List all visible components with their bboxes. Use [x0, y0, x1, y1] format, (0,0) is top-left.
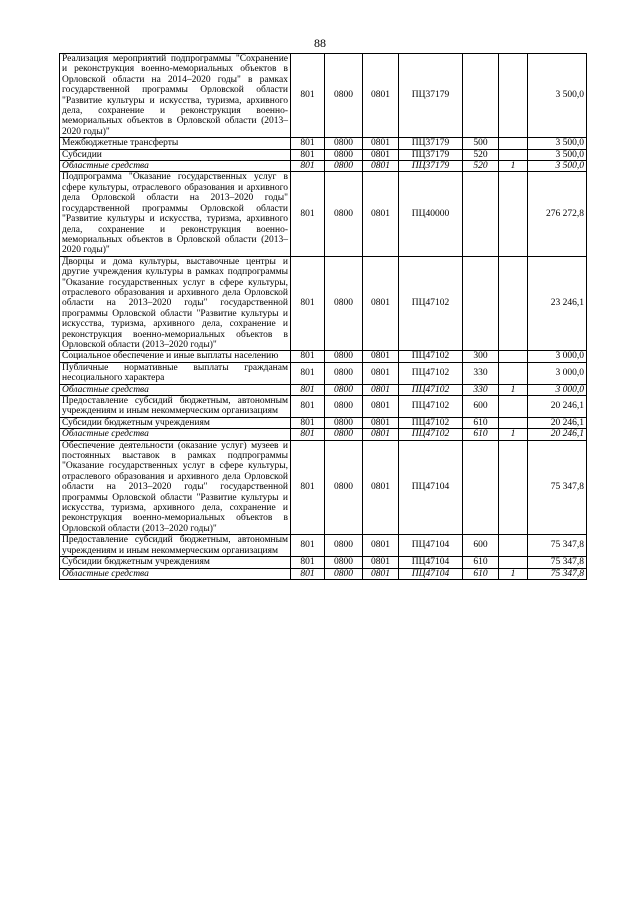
row-target-code: ПЦ40000	[399, 172, 463, 256]
row-subsection-code: 0801	[363, 149, 399, 160]
row-name: Субсидии бюджетным учреждениям	[60, 557, 291, 568]
table-row	[60, 149, 587, 160]
row-ministry-code: 801	[291, 557, 325, 568]
row-funding-source	[499, 138, 528, 149]
table-row	[60, 440, 587, 535]
row-subsection-code: 0801	[363, 362, 399, 384]
row-amount: 3 500,0	[528, 161, 587, 172]
row-name: Публичные нормативные выплаты гражданам несоциального характера	[60, 362, 291, 384]
row-expense-type	[463, 172, 499, 256]
row-ministry-code: 801	[291, 535, 325, 557]
row-expense-type: 330	[463, 384, 499, 395]
row-amount: 3 500,0	[528, 149, 587, 160]
row-name: Областные средства	[60, 161, 291, 172]
row-section-code: 0800	[325, 149, 363, 160]
row-expense-type: 610	[463, 568, 499, 579]
row-name: Реализация мероприятий подпрограммы "Сохранение и реконструкция военно-мемориальных объектов в Орловской области на 2014–2020 годы" в рамках государственной программы Орловской области "Развитие культуры и искусства, туризма, архивного дела, сохранение и реконструкция военно-мемориальных объектов в Орловской области (2013–2020 годы)"	[60, 54, 291, 138]
row-funding-source	[499, 54, 528, 138]
row-target-code: ПЦ47102	[399, 256, 463, 351]
table-row	[60, 54, 587, 138]
row-expense-type: 610	[463, 417, 499, 428]
row-name: Дворцы и дома культуры, выставочные центры и другие учреждения культуры в рамках подпрограммы "Оказание государственных услуг в сфере культуры, отраслевого образования и архивного дела Орловской области на 2013–2020 годы" государственной программы Орловской области "Развитие культуры и искусства, туризма, архивного дела, сохранение и реконструкция военно-мемориальных объектов в Орловской области (2013–2020 годы)"	[60, 256, 291, 351]
row-expense-type: 520	[463, 161, 499, 172]
row-name: Обеспечение деятельности (оказание услуг) музеев и постоянных выставок в рамках подпрограммы "Оказание государственных услуг в сфере культуры, отраслевого образования и архивного дела Орловской области на 2013–2020 годы" государственной программы Орловской области "Развитие культуры и искусства, туризма, архивного дела, сохранение и реконструкция военно-мемориальных объектов в Орловской области (2013–2020 годы)"	[60, 440, 291, 535]
table-row	[60, 172, 587, 256]
row-funding-source	[499, 362, 528, 384]
row-name: Субсидии	[60, 149, 291, 160]
row-funding-source	[499, 396, 528, 418]
row-funding-source	[499, 535, 528, 557]
row-section-code: 0800	[325, 429, 363, 440]
row-section-code: 0800	[325, 351, 363, 362]
table-row	[60, 161, 587, 172]
row-expense-type: 600	[463, 396, 499, 418]
row-funding-source: 1	[499, 429, 528, 440]
row-target-code: ПЦ47102	[399, 429, 463, 440]
row-funding-source	[499, 256, 528, 351]
row-name: Предоставление субсидий бюджетным, автономным учреждениям и иным некоммерческим организациям	[60, 535, 291, 557]
row-name: Областные средства	[60, 429, 291, 440]
row-section-code: 0800	[325, 535, 363, 557]
row-expense-type	[463, 256, 499, 351]
row-section-code: 0800	[325, 54, 363, 138]
row-section-code: 0800	[325, 384, 363, 395]
row-target-code: ПЦ47102	[399, 417, 463, 428]
row-expense-type: 520	[463, 149, 499, 160]
table-row	[60, 535, 587, 557]
row-expense-type: 330	[463, 362, 499, 384]
row-target-code: ПЦ47104	[399, 535, 463, 557]
row-funding-source: 1	[499, 568, 528, 579]
row-name: Областные средства	[60, 384, 291, 395]
row-target-code: ПЦ47102	[399, 351, 463, 362]
table-row	[60, 557, 587, 568]
row-name: Субсидии бюджетным учреждениям	[60, 417, 291, 428]
row-expense-type: 610	[463, 557, 499, 568]
row-funding-source	[499, 172, 528, 256]
page-number: 88	[314, 36, 326, 50]
row-subsection-code: 0801	[363, 535, 399, 557]
row-amount: 3 500,0	[528, 138, 587, 149]
row-section-code: 0800	[325, 362, 363, 384]
row-ministry-code: 801	[291, 362, 325, 384]
row-target-code: ПЦ47104	[399, 440, 463, 535]
row-funding-source: 1	[499, 384, 528, 395]
row-ministry-code: 801	[291, 429, 325, 440]
row-ministry-code: 801	[291, 396, 325, 418]
table-row	[60, 396, 587, 418]
row-amount: 75 347,8	[528, 535, 587, 557]
row-name: Межбюджетные трансферты	[60, 138, 291, 149]
row-ministry-code: 801	[291, 384, 325, 395]
table-row	[60, 351, 587, 362]
row-amount: 20 246,1	[528, 417, 587, 428]
row-funding-source: 1	[499, 161, 528, 172]
row-expense-type: 300	[463, 351, 499, 362]
row-subsection-code: 0801	[363, 138, 399, 149]
row-subsection-code: 0801	[363, 384, 399, 395]
table-row	[60, 138, 587, 149]
row-subsection-code: 0801	[363, 440, 399, 535]
row-target-code: ПЦ37179	[399, 149, 463, 160]
row-subsection-code: 0801	[363, 161, 399, 172]
row-amount: 75 347,8	[528, 568, 587, 579]
row-subsection-code: 0801	[363, 396, 399, 418]
table-row	[60, 429, 587, 440]
row-section-code: 0800	[325, 417, 363, 428]
row-section-code: 0800	[325, 440, 363, 535]
row-target-code: ПЦ47104	[399, 568, 463, 579]
row-subsection-code: 0801	[363, 351, 399, 362]
row-ministry-code: 801	[291, 256, 325, 351]
row-section-code: 0800	[325, 557, 363, 568]
row-subsection-code: 0801	[363, 172, 399, 256]
row-section-code: 0800	[325, 172, 363, 256]
row-amount: 20 246,1	[528, 429, 587, 440]
row-name: Предоставление субсидий бюджетным, автономным учреждениям и иным некоммерческим организациям	[60, 396, 291, 418]
row-funding-source	[499, 417, 528, 428]
table-row	[60, 417, 587, 428]
row-ministry-code: 801	[291, 351, 325, 362]
row-subsection-code: 0801	[363, 54, 399, 138]
row-section-code: 0800	[325, 138, 363, 149]
row-subsection-code: 0801	[363, 256, 399, 351]
row-funding-source	[499, 351, 528, 362]
table-row	[60, 256, 587, 351]
row-ministry-code: 801	[291, 54, 325, 138]
table-row	[60, 384, 587, 395]
row-amount: 23 246,1	[528, 256, 587, 351]
row-expense-type: 610	[463, 429, 499, 440]
table-row	[60, 568, 587, 579]
row-name: Социальное обеспечение и иные выплаты населению	[60, 351, 291, 362]
row-target-code: ПЦ37179	[399, 161, 463, 172]
row-name: Подпрограмма "Оказание государственных услуг в сфере культуры, отраслевого образования и архивного дела Орловской области на 2013–2020 годы" государственной программы Орловской области "Развитие культуры и искусства, туризма, архивного дела, сохранение и реконструкция военно-мемориальных объектов в Орловской области (2013–2020 годы)"	[60, 172, 291, 256]
row-funding-source	[499, 557, 528, 568]
row-expense-type	[463, 54, 499, 138]
row-expense-type: 600	[463, 535, 499, 557]
row-funding-source	[499, 149, 528, 160]
budget-table	[59, 53, 587, 580]
row-target-code: ПЦ37179	[399, 54, 463, 138]
row-funding-source	[499, 440, 528, 535]
row-target-code: ПЦ47102	[399, 396, 463, 418]
row-ministry-code: 801	[291, 149, 325, 160]
row-ministry-code: 801	[291, 161, 325, 172]
table-row	[60, 362, 587, 384]
row-ministry-code: 801	[291, 417, 325, 428]
row-subsection-code: 0801	[363, 429, 399, 440]
row-subsection-code: 0801	[363, 417, 399, 428]
row-amount: 75 347,8	[528, 440, 587, 535]
row-ministry-code: 801	[291, 440, 325, 535]
row-target-code: ПЦ47102	[399, 362, 463, 384]
row-section-code: 0800	[325, 568, 363, 579]
budget-table-body	[60, 54, 587, 580]
row-ministry-code: 801	[291, 568, 325, 579]
row-amount: 3 500,0	[528, 54, 587, 138]
row-section-code: 0800	[325, 396, 363, 418]
row-target-code: ПЦ37179	[399, 138, 463, 149]
row-ministry-code: 801	[291, 172, 325, 256]
row-ministry-code: 801	[291, 138, 325, 149]
row-subsection-code: 0801	[363, 557, 399, 568]
row-expense-type	[463, 440, 499, 535]
row-expense-type: 500	[463, 138, 499, 149]
row-amount: 20 246,1	[528, 396, 587, 418]
row-target-code: ПЦ47102	[399, 384, 463, 395]
row-amount: 75 347,8	[528, 557, 587, 568]
row-amount: 3 000,0	[528, 384, 587, 395]
row-section-code: 0800	[325, 161, 363, 172]
row-target-code: ПЦ47104	[399, 557, 463, 568]
row-name: Областные средства	[60, 568, 291, 579]
row-amount: 3 000,0	[528, 362, 587, 384]
row-amount: 3 000,0	[528, 351, 587, 362]
row-subsection-code: 0801	[363, 568, 399, 579]
row-section-code: 0800	[325, 256, 363, 351]
row-amount: 276 272,8	[528, 172, 587, 256]
